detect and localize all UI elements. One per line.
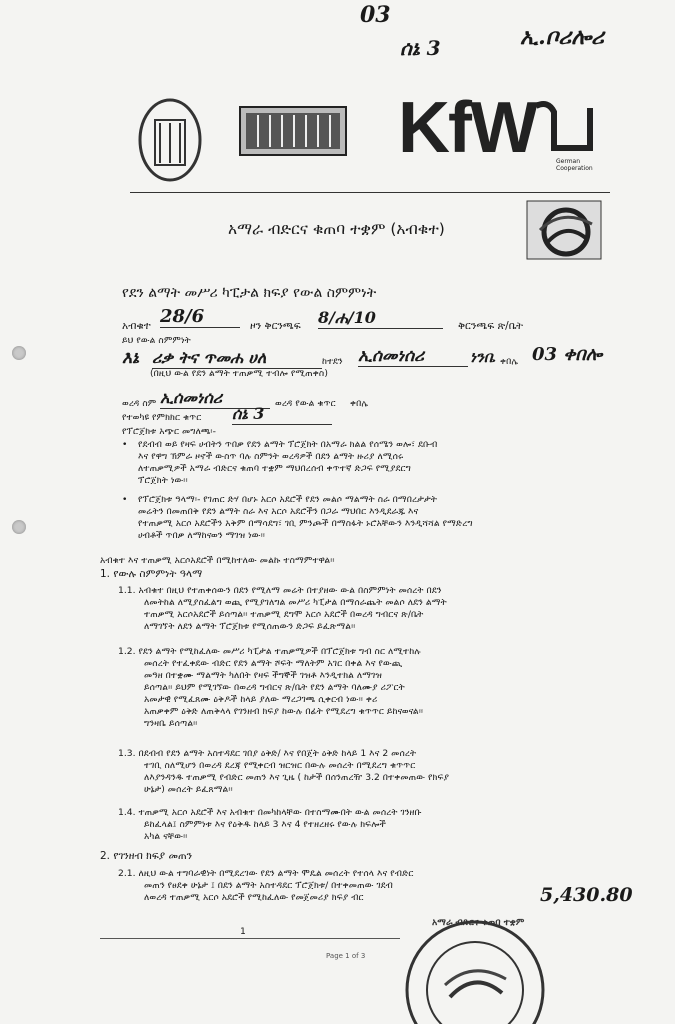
para-1-3-line-4: ሁኔታ) መሰረት ይፈጸማል፡፡ — [144, 784, 233, 795]
bullet-1-mark: • — [122, 439, 128, 450]
label-branch: ዞን ቅርንጫፍ — [250, 320, 301, 332]
label-no: አብቁተ — [122, 320, 151, 332]
handwritten-amount: 5,430.80 — [540, 884, 633, 906]
label-rep-number: የተወካዩ የምክክር ቁጥር — [122, 412, 202, 423]
label-agreement: ይህ የውል ስምምነት — [122, 335, 191, 346]
para-1-4-line-2: ይከፈላል፤ ስምምነቱ እና የዕቅዱ ከላይ 3 እና 4 የተዘረዘሩ የውሉ ክፍሎች — [144, 819, 387, 830]
field-hand-a: ነንቤ — [470, 348, 496, 366]
stamp-text: አማራ ብድርና ቁጠባ ተቋም — [432, 918, 525, 928]
para-1-3-line-3: ለእያንዳንዱ ተጠቃሚ የብድር መጠን እና ጊዜ ( ከታች በሰንጠረዥ 3.2 በተቀመጠው የክፍያ — [144, 772, 450, 783]
amhara-credit-logo — [526, 200, 602, 260]
label-woreda: ወረዳ ስም — [122, 398, 157, 409]
para-2-1-line-2: መጠን የፀደቀ ሁኔታ ፤ በደን ልማት አስተዳደር ፕሮጀክቱ/ በተቀመጠው ገደብ — [144, 880, 393, 891]
intro-line: አብቁተ እና ተጠቃሚ አርሶአደሮች በሚከተለው መልኩ ተስማምተዋል፡፡ — [100, 555, 335, 566]
para-1-2-line-7: ግንዛቤ ይሰጣል፡፡ — [144, 718, 198, 729]
university-seal-logo — [135, 95, 205, 185]
para-1-3-line-1: 1.3. በደብብ የደን ልማት አስተዳደር ገበያ ዕቅድ/ እና የበጀት ዕቅድ ከላይ 1 እና 2 መሰረት — [118, 748, 417, 759]
german-cooperation-logo — [528, 98, 600, 160]
bullet-2-line-1: የፕሮጀክቱ ዓላማ፡- የገጠር ድሃ በሆኑ አርሶ አደሮች የደን መልሶ ማልማት ስራ በማበረታታት — [138, 494, 438, 505]
project-summary-label: የፕሮጀክቱ አጭር መግለጫ፡- — [122, 426, 216, 437]
page-number: Page 1 of 3 — [326, 952, 366, 960]
bullet-2-mark: • — [122, 494, 128, 505]
official-stamp — [400, 915, 550, 1024]
bullet-1-line-3: ለተጠቃሚዎች አማራ ብድርና ቁጠባ ተቋም ማህበረሰብ ቀጥተኛ ድጋፍ የሚያደርግ — [138, 463, 411, 474]
building-emblem-logo — [238, 105, 348, 157]
footer-left-mark: 1 — [240, 926, 246, 937]
field-date: 8/ሐ/10 — [318, 308, 443, 329]
section-1-title: 1. የውሉ ስምምነት ዓላማ — [100, 568, 203, 580]
para-1-4-line-3: አካል ናቸው፡፡ — [144, 831, 188, 842]
beneficiary-note: (በዚህ ውል የደን ልማት ተጠቃሚ ተብሎ የሚጠቀስ) — [150, 368, 328, 379]
handwritten-top-left: ሰኔ 3 — [400, 36, 441, 60]
bullet-1-line-4: ፕሮጀክት ነው፡፡ — [138, 475, 188, 486]
bullet-2-line-4: ሀብቶች ጥበቃ ለማከናወን ማገዝ ነው፡፡ — [138, 530, 265, 541]
para-2-1-line-3: ለወረዳ ተጠቃሚ አርሶ አደሮች የሚከፈለው የመጀመሪያ ክፍያ ብር — [144, 892, 364, 903]
kfw-logo: KfW — [398, 88, 536, 168]
handwritten-top-number: 03 — [360, 2, 391, 28]
section-2-title: 2. የገንዘብ ክፍያ መጠን — [100, 850, 193, 862]
para-1-2-line-3: መዓዘ በተቋሙ ማልማት ካለበት የዛፍ ችግኞች ገዝቶ እንዲተክል ለማገዝ — [144, 670, 382, 681]
bullet-2-line-3: የተጠቃሚ አርሶ አደሮችን አቅም በማሳደግ፣ ገቢ ምንጮች በማስፋት ኑሮአቸውን እንዲሻሻል የማድረግ — [138, 518, 473, 529]
handwritten-top-right: ኢ.ቦሪሎሪ — [520, 24, 605, 50]
para-1-1-line-3: ተጠቃሚ አርሶአደሮች ይሰጣል፡፡ ተጠቃሚ ደግሞ አርሶ አደሮች በወረዳ ግብርና ጽ/ቤት — [144, 609, 424, 620]
para-1-2-line-5: አመታዊ የሚፈጸሙ ዕቅዶች ከላይ ያለው ማረጋገጫ ሲቀርብ ነው፡፡ ቀሪ — [144, 694, 378, 705]
para-1-3-line-2: ተገቢ ስለሚሆን በወረዳ ደረጃ የሚቀርብ ዝርዝር በውሉ መሰረት በሚደረግ ቁጥጥር — [144, 760, 416, 771]
para-1-1-line-4: ለማገኘት ለደን ልማት ፕሮጀክቱ የሚሰጠውን ድጋፍ ይፈጽማል፡፡ — [144, 621, 356, 632]
punch-hole-top — [12, 346, 26, 360]
form-title: የደን ልማት መሥሪ ካፒታል ክፍያ የውል ስምምነት — [122, 285, 377, 301]
bullet-1-line-1: የደብብ ወይ የዛፍ ሀብትን ጥበቃ የደን ልማት ፕሮጀክት በአማራ ክልል የሰሜን ወሎ፣ ደቡብ — [138, 439, 438, 450]
letterhead-divider — [130, 192, 610, 193]
footer-rule — [100, 938, 400, 939]
para-1-2-line-1: 1.2. የደን ልማት የሚከፈለው መሥሪ ካፒታል ተጠቃሚዎች በፕሮጀክቱ ግብ ስር ለሚተከሉ — [118, 646, 421, 657]
field-contract-no: 28/6 — [160, 306, 240, 328]
field-woreda-hand: ኢሰመነሰሪ — [358, 346, 468, 367]
org-name: አማራ ብድርና ቁጠባ ተቋም (አብቁተ) — [228, 220, 445, 238]
label-sub-branch: ቅርንጫፍ ጽ/ቤት — [458, 320, 524, 332]
label-mid: ከተደን — [322, 356, 343, 367]
para-1-1-line-2: ለመትከል ለሚያስፈልግ ወጪ የሚያገለግል መሥሪ ካፒታል በማሰራጨት መልሶ ለደን ልማት — [144, 597, 447, 608]
para-1-4-line-1: 1.4. ተጠቃሚ አርሶ አደሮች እና አብቁተ በመካከላቸው በተስማሙበት ውል መሰረት ገንዘቡ — [118, 807, 422, 818]
label-kebele-2: ቀበሌ — [350, 398, 369, 409]
field-woreda: ኢሰመነሰሪ — [160, 388, 270, 409]
german-cooperation-text: German Cooperation — [556, 158, 593, 172]
para-1-2-line-6: አጠቃቀም ዕቅድ ለጠቅላላ የገንዘብ ክፍያ ከውሉ በፊት የሚደረግ ቁጥጥር ይከናወናል፡፡ — [144, 706, 424, 717]
para-2-1-line-1: 2.1. ለዚህ ውል ተግባራዊነት በሚደረገው የደን ልማት ሞዴል መሰረት የተሰላ እና የብድር — [118, 868, 414, 879]
field-rep-number: ሰኔ 3 — [232, 404, 332, 425]
bullet-1-line-2: እና የዋግ ኽምራ ዞኖች ውስጥ ባሉ ስምንት ወረዳዎች በደን ልማት ዙሪያ ለሚሰሩ — [138, 451, 404, 462]
para-1-2-line-2: መሰረት የተፈቀደው ብድር የደን ልማት ሾፍት ማለትም አገር በቀል እና የውጪ — [144, 658, 403, 669]
field-kebele: 03 ቀበሎ — [532, 344, 603, 365]
para-1-1-line-1: 1.1. አብቁተ በዚህ የተጠቀሰውን በደን የሚለማ መሬት በተያዘው ውል በስምምነት መሰረት በደን — [118, 585, 442, 596]
label-kebele: ቀበሌ — [500, 356, 519, 367]
prefix-i: እኔ — [122, 348, 139, 368]
field-beneficiary-name: ሪቃ ትና ጥመሐ ሀለ — [152, 348, 322, 369]
para-1-2-line-4: ይሰጣል፡፡ ይህም የሚገኘው በወረዳ ግብርና ጽ/ቤት የደን ልማት ባለሙያ ሪፖርት — [144, 682, 405, 693]
label-woreda-contract: ወረዳ የውል ቁጥር — [275, 398, 336, 409]
bullet-2-line-2: መሬትን በመጠበቅ የደን ልማት ስራ እና አርሶ አደሮችን በጋራ ማህበር እንዲደራጁ እና — [138, 506, 419, 517]
punch-hole-bottom — [12, 520, 26, 534]
